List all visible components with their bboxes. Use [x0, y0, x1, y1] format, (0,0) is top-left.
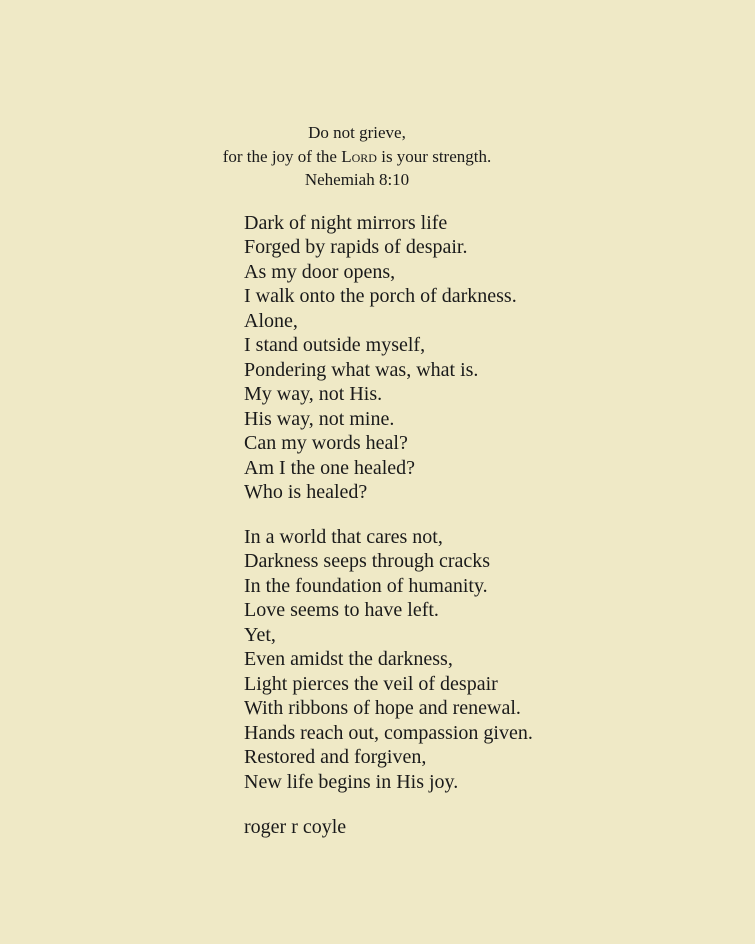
stanza-1	[244, 211, 517, 504]
poem-line: Yet,	[244, 623, 276, 646]
poem-line: Dark of night mirrors life	[244, 212, 448, 234]
epigraph-line-2-end: is your strength.	[376, 146, 492, 166]
epigraph-line-2-start: for the joy of the	[222, 146, 342, 166]
poem-line: Who is healed?	[244, 480, 368, 503]
poem-line: With ribbons of hope and renewal.	[244, 697, 521, 720]
poem-line: Restored and forgiven,	[244, 746, 427, 769]
poem-line: Pondering what was, what is.	[244, 358, 479, 381]
poem-line: Can my words heal?	[244, 432, 408, 455]
poem-line: In the foundation of humanity.	[244, 574, 488, 597]
poem-line: As my door opens,	[244, 260, 396, 283]
poem-line: My way, not His.	[244, 383, 383, 406]
epigraph-reference: Nehemiah 8:10	[304, 170, 410, 189]
epigraph	[0, 121, 714, 192]
poem-line: I walk onto the porch of darkness.	[244, 285, 517, 308]
poem-line: Forged by rapids of despair.	[244, 236, 468, 259]
poem-line: Love seems to have left.	[244, 599, 439, 622]
poem-line: Darkness seeps through cracks	[244, 550, 491, 573]
poem-line: His way, not mine.	[244, 407, 395, 430]
epigraph-line-2	[0, 145, 714, 169]
poem-line: Hands reach out, compassion given.	[244, 721, 533, 744]
poem-line: I stand outside myself,	[244, 334, 426, 357]
poem-line: Even amidst the darkness,	[244, 648, 453, 671]
epigraph-lord: Lord	[341, 146, 377, 166]
poem-line: In a world that cares not,	[244, 526, 443, 548]
poem-line: New life begins in His joy.	[244, 770, 459, 793]
poem-line: Light pierces the veil of despair	[244, 672, 498, 695]
epigraph-line-1: Do not grieve,	[308, 123, 406, 142]
stanza-2	[244, 525, 533, 794]
author-signature: roger r coyle	[244, 816, 347, 838]
poem-line: Alone,	[244, 309, 298, 332]
poem-line: Am I the one healed?	[244, 456, 416, 479]
